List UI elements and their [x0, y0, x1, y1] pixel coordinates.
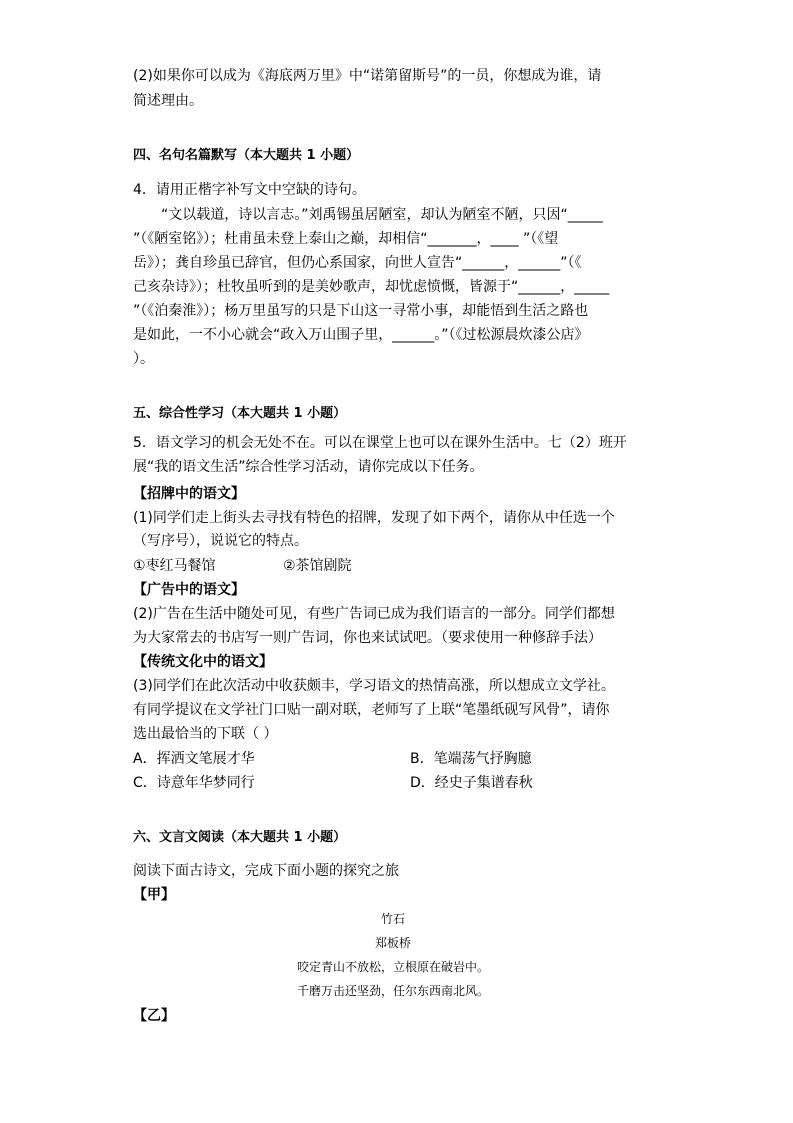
option-d: D．经史子集谱春秋 — [410, 775, 533, 791]
poem-line-1: 咬定青山不放松，立根原在破岩中。 — [296, 960, 489, 974]
dictation-line-7: ）。 — [133, 351, 154, 367]
options-row-1 — [133, 749, 673, 769]
question-4-prompt: 4．请用正楷字补写文中空缺的诗句。 — [133, 182, 366, 198]
poem-title: 竹石 — [380, 912, 405, 926]
question-5-intro-1: 5．语文学习的机会无处不在。可以在课堂上也可以在课外生活中。七（2）班开 — [133, 435, 627, 451]
section-5-heading: 五、综合性学习（本大题共 1 小题） — [133, 406, 347, 421]
culture-question-line-2: 有同学提议在文学社门口贴一副对联，老师写了上联“笔墨纸砚写风骨”，请你 — [133, 702, 610, 718]
question-5-intro-2: 展“我的语文生活”综合性学习活动，请你完成以下任务。 — [133, 459, 484, 475]
culture-section-title: 【传统文化中的语文】 — [133, 654, 273, 670]
prev-question-line-2: 简述理由。 — [133, 93, 203, 109]
part-jia-label: 【甲】 — [133, 887, 175, 903]
part-yi-label: 【乙】 — [133, 1008, 175, 1024]
culture-question-line-3: 选出最恰当的下联（ ） — [133, 726, 278, 742]
dictation-line-3: 岳》）；龚自珍虽已辞官，但仍心系国家，向世人宣告“______，______”（《 — [133, 255, 582, 271]
poem-author: 郑板桥 — [374, 936, 411, 950]
signboard-question-line-1: (1)同学们走上街头去寻找有特色的招牌，发现了如下两个，请你从中任选一个 — [133, 510, 615, 526]
dictation-line-4: 己亥杂诗》）；杜牧虽听到的是美妙歌声，却忧虑愤慨，皆源于“______，_____ — [133, 279, 610, 295]
option-b: B．笔端荡气抒胸臆 — [410, 751, 532, 767]
dictation-line-1: “文以载道，诗以言志。”刘禹锡虽居陋室，却认为陋室不陋，只因“_____ — [161, 207, 603, 223]
signboard-options — [133, 556, 673, 576]
prev-question-line-1: (2)如果你可以成为《海底两万里》中“诺第留斯号”的一员，你想成为谁，请 — [133, 68, 602, 84]
poem-line-2: 千磨万击还坚劲，任尔东西南北风。 — [296, 984, 489, 998]
culture-question-line-1: (3)同学们在此次活动中收获颇丰，学习语文的热情高涨，所以想成立文学社。 — [133, 678, 615, 694]
option-c: C．诗意年华梦同行 — [133, 775, 255, 791]
dictation-line-5: ”（《泊秦淮》）；杨万里虽写的只是下山这一寻常小事，却能悟到生活之路也 — [133, 303, 589, 319]
advert-question-line-1: (2)广告在生活中随处可见，有些广告词已成为我们语言的一部分。同学们都想 — [133, 606, 615, 622]
section-6-intro: 阅读下面古诗文，完成下面小题的探究之旅 — [133, 863, 399, 879]
signboard-question-line-2: （写序号），说说它的特点。 — [133, 533, 308, 549]
advert-question-line-2: 为大家常去的书店写一则广告词，你也来试试吧。（要求使用一种修辞手法） — [133, 630, 602, 646]
dictation-line-2: ”（《陋室铭》）；杜甫虽未登上泰山之巅，却相信“_______，____ ”（《望 — [133, 231, 559, 247]
signboard-option-2: ②茶馆剧院 — [283, 558, 352, 574]
signboard-option-1: ①枣红马餐馆 — [133, 558, 216, 574]
options-row-2 — [133, 773, 673, 793]
section-6-heading: 六、文言文阅读（本大题共 1 小题） — [133, 830, 347, 845]
dictation-line-6: 是如此，一不小心就会“政入万山围子里，______。”（《过松源晨炊漆公店》 — [133, 327, 589, 343]
option-a: A．挥洒文笔展才华 — [133, 751, 255, 767]
signboard-section-title: 【招牌中的语文】 — [133, 486, 245, 502]
advert-section-title: 【广告中的语文】 — [133, 582, 245, 598]
section-4-heading: 四、名句名篇默写（本大题共 1 小题） — [133, 148, 360, 163]
